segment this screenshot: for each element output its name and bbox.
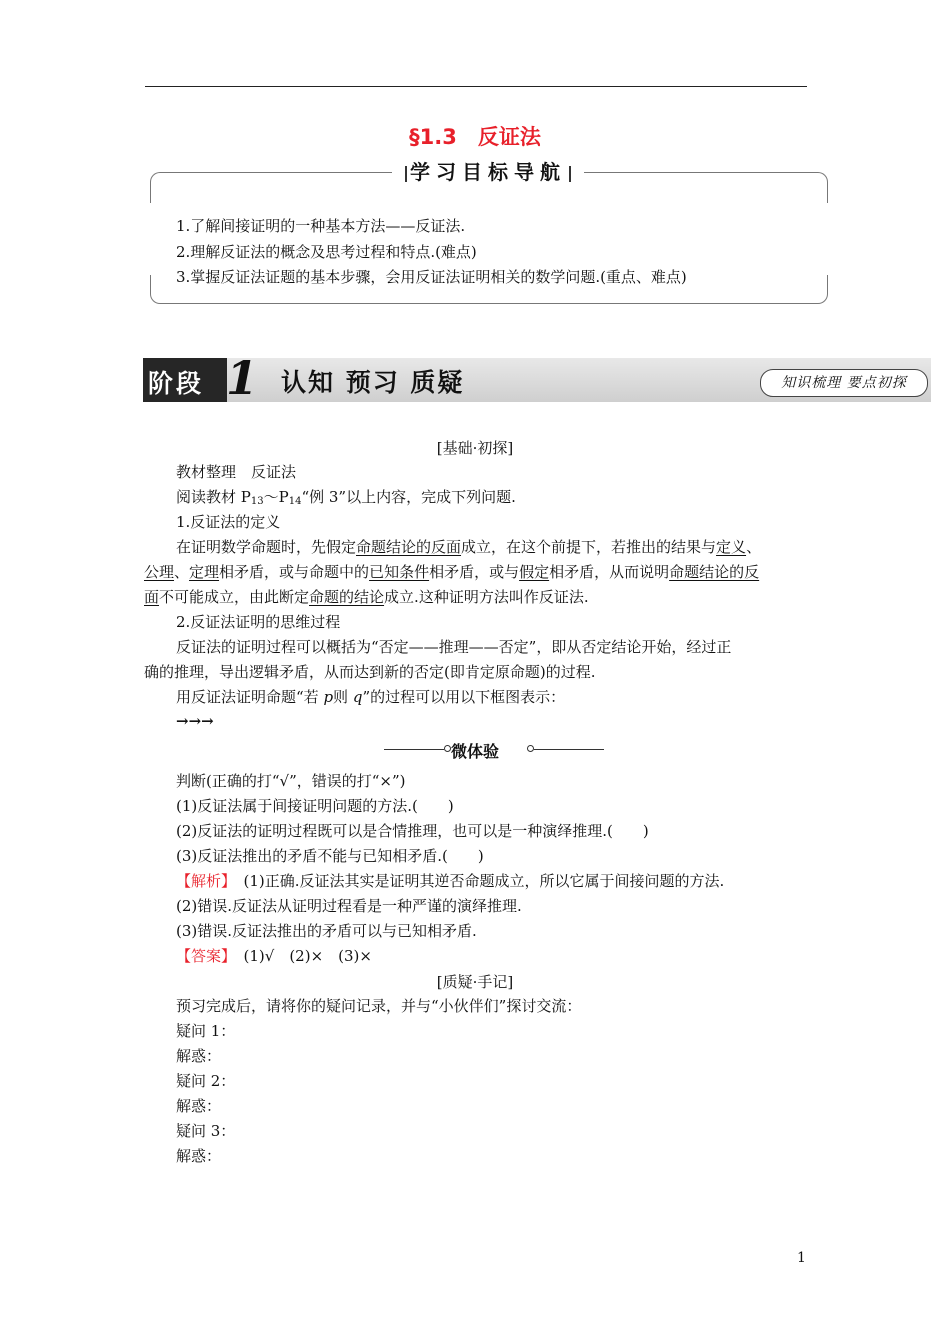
basics-heading: [基础·初探] xyxy=(436,439,514,457)
notes-line: 解惑： xyxy=(176,1097,222,1115)
notes-line: 疑问 1： xyxy=(176,1022,236,1040)
notes-heading: [质疑·手记] xyxy=(436,973,514,991)
thinking-text: 确的推理，导出逻辑矛盾，从而达到新的否定(即肯定原命题)的过程. xyxy=(144,663,596,681)
objectives-banner xyxy=(392,156,584,188)
notes-line: 解惑： xyxy=(176,1147,222,1165)
micro-rule-right xyxy=(534,749,604,750)
top-rule xyxy=(145,86,807,87)
stage-title: 认知 预习 质疑 xyxy=(281,368,465,397)
definition-text-line2: 公理、定理相矛盾，或与命题中的已知条件相矛盾，或与假定相矛盾，从而说明命题结论的反 xyxy=(144,563,760,581)
definition-text-line1: 在证明数学命题时，先假定命题结论的反面成立，在这个前提下，若推出的结果与定义、 xyxy=(176,538,762,556)
notes-line: 解惑： xyxy=(176,1047,222,1065)
analysis-line: (3)错误.反证法推出的矛盾可以与已知相矛盾. xyxy=(176,922,477,940)
section-title: §1.3 反证法 xyxy=(409,125,541,149)
banner-bar-right xyxy=(569,166,571,182)
notes-line: 疑问 2： xyxy=(176,1072,236,1090)
analysis-line: (2)错误.反证法从证明过程看是一种严谨的演绎推理. xyxy=(176,897,522,915)
thinking-heading: 2.反证法证明的思维过程 xyxy=(176,613,341,631)
thinking-text: 反证法的证明过程可以概括为“否定——推理——否定”，即从否定结论开始，经过正 xyxy=(176,638,732,656)
definition-text-line3: 面不可能成立，由此断定命题的结论成立.这种证明方法叫作反证法. xyxy=(144,588,589,606)
analysis-line: 【解析】 (1)正确.反证法其实是证明其逆否命题成立，所以它属于间接问题的方法. xyxy=(176,872,725,890)
micro-prompt: 判断(正确的打“√”，错误的打“×”) xyxy=(176,772,406,790)
material-title: 教材整理 反证法 xyxy=(176,463,297,481)
micro-dot-right xyxy=(527,745,534,752)
banner-bar-left xyxy=(405,166,407,182)
answer-label: 【答案】 xyxy=(176,947,229,965)
objective-item: 3.掌握反证法证题的基本步骤，会用反证法证明相关的数学问题.(重点、难点) xyxy=(176,268,687,286)
stage-label: 阶段 xyxy=(148,369,205,398)
objective-item: 2.理解反证法的概念及思考过程和特点.(难点) xyxy=(176,243,477,261)
objective-item: 1.了解间接证明的一种基本方法——反证法. xyxy=(176,217,466,235)
reading-instruction: 阅读教材 $P_{13}\sim P_{14}“$例 3”以上内容，完成下列问题. xyxy=(176,488,516,507)
stage-number: 1 xyxy=(226,351,259,405)
page-number: 1 xyxy=(797,1250,806,1266)
objectives-banner-text: 学习目标导航 xyxy=(410,160,566,184)
micro-question: (2)反证法的证明过程既可以是合情推理，也可以是一种演绎推理.( ) xyxy=(176,822,649,840)
stage-tag: 知识梳理 要点初探 xyxy=(760,369,928,397)
micro-question: (3)反证法推出的矛盾不能与已知相矛盾.( ) xyxy=(176,847,484,865)
notes-line: 疑问 3： xyxy=(176,1122,236,1140)
answer-line: 【答案】 (1)√ (2)× (3)× xyxy=(176,947,372,965)
micro-title: 微体验 xyxy=(450,742,499,761)
notes-intro: 预习完成后，请将你的疑问记录，并与“小伙伴们”探讨交流： xyxy=(176,997,582,1015)
micro-question: (1)反证法属于间接证明问题的方法.( ) xyxy=(176,797,454,815)
diagram-intro: 用反证法证明命题“若 p则 q”的过程可以用以下框图表示： xyxy=(176,688,566,706)
definition-heading: 1.反证法的定义 xyxy=(176,513,281,531)
analysis-label: 【解析】 xyxy=(176,872,229,890)
diagram-arrows: →→→ xyxy=(176,712,214,730)
